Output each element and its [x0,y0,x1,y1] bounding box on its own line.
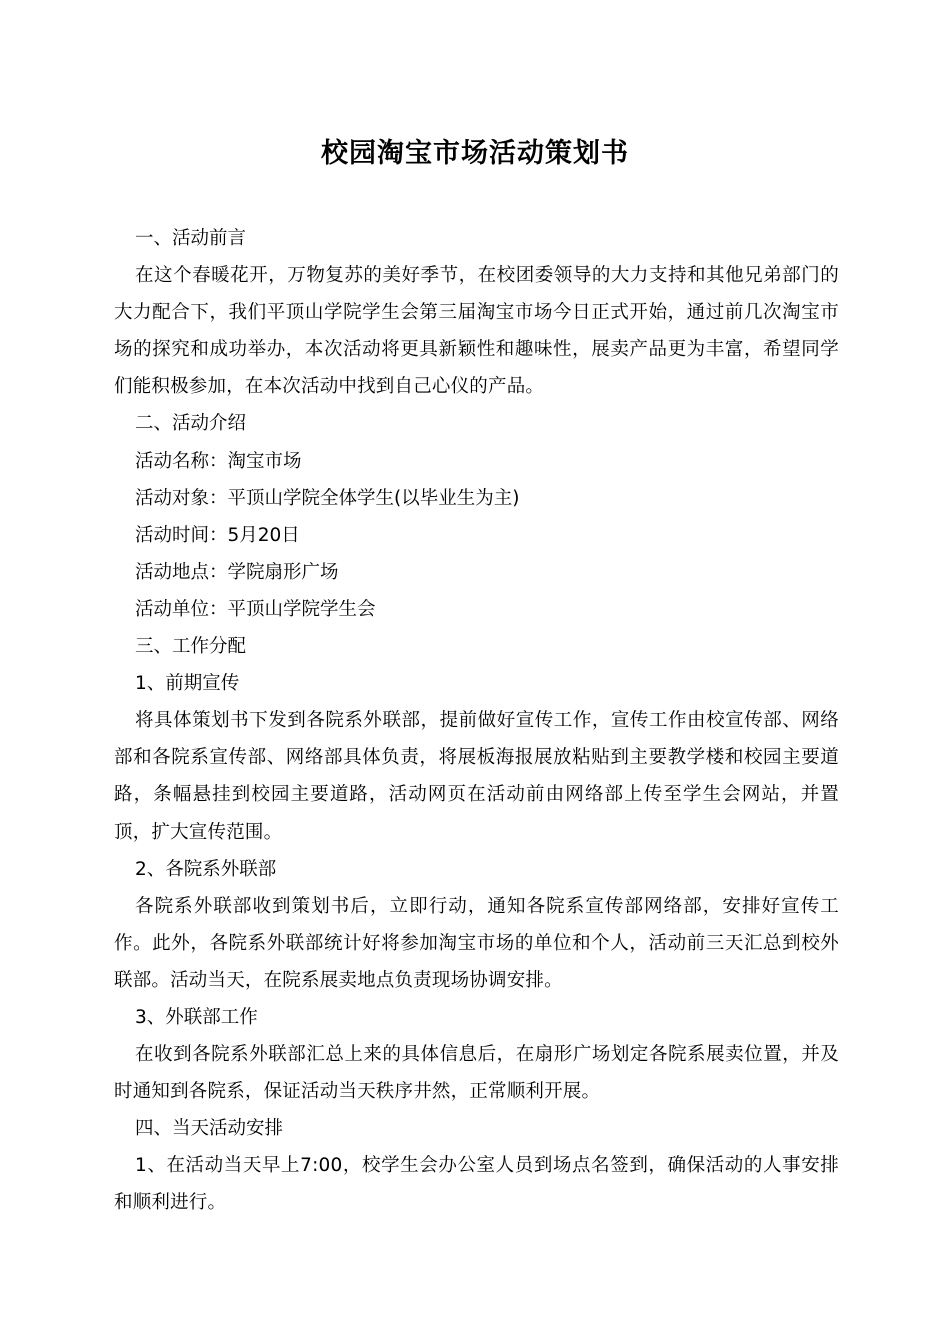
section-heading-day-arrangement: 四、当天活动安排 [135,1118,284,1140]
liaison-work-paragraph: 在收到各院系外联部汇总上来的具体信息后，在扇形广场划定各院系展卖位置，并及时通知到各院系，保证活动当天秩序井然，正常顺利开展。 [114,1044,839,1103]
document-title: 校园淘宝市场活动策划书 [321,138,629,169]
section-heading-preface: 一、活动前言 [135,228,247,249]
subheading-department-liaison: 2、各院系外联部 [135,858,277,880]
activity-place: 活动地点：学院扇形广场 [135,561,339,583]
section-heading-work-assignment: 三、工作分配 [135,636,247,658]
document-body [114,220,839,1222]
preface-paragraph: 在这个春暖花开，万物复苏的美好季节，在校团委领导的大力支持和其他兄弟部门的大力配合下，我们平顶山学院学生会第三届淘宝市场今日正式开始，通过前几次淘宝市场的探究和成功举办，本次活动将更具新颖性和趣味性，展卖产品更为丰富，希望同学们能积极参加，在本次活动中找到自己心仪的产品。 [114,265,839,398]
section-heading-introduction: 二、活动介绍 [135,413,247,435]
day-arrangement-paragraph: 1、在活动当天早上7:00，校学生会办公室人员到场点名签到，确保活动的人事安排和顺利进行。 [114,1155,839,1214]
activity-target: 活动对象：平顶山学院全体学生(以毕业生为主) [135,487,520,509]
publicity-paragraph: 将具体策划书下发到各院系外联部，提前做好宣传工作，宣传工作由校宣传部、网络部和各院系宣传部、网络部具体负责，将展板海报展放粘贴到主要教学楼和校园主要道路，条幅悬挂到校园主要道路，活动网页在活动前由网络部上传至学生会网站，并置顶，扩大宣传范围。 [114,710,839,843]
subheading-liaison-work: 3、外联部工作 [135,1006,258,1028]
activity-time: 活动时间：5月20日 [135,524,300,546]
department-liaison-paragraph: 各院系外联部收到策划书后，立即行动，通知各院系宣传部网络部，安排好宣传工作。此外，各院系外联部统计好将参加淘宝市场的单位和个人，活动前三天汇总到校外联部。活动当天，在院系展卖地点负责现场协调安排。 [114,895,839,991]
activity-unit: 活动单位：平顶山学院学生会 [135,598,376,620]
subheading-publicity: 1、前期宣传 [135,673,240,695]
activity-name: 活动名称：淘宝市场 [135,450,302,472]
